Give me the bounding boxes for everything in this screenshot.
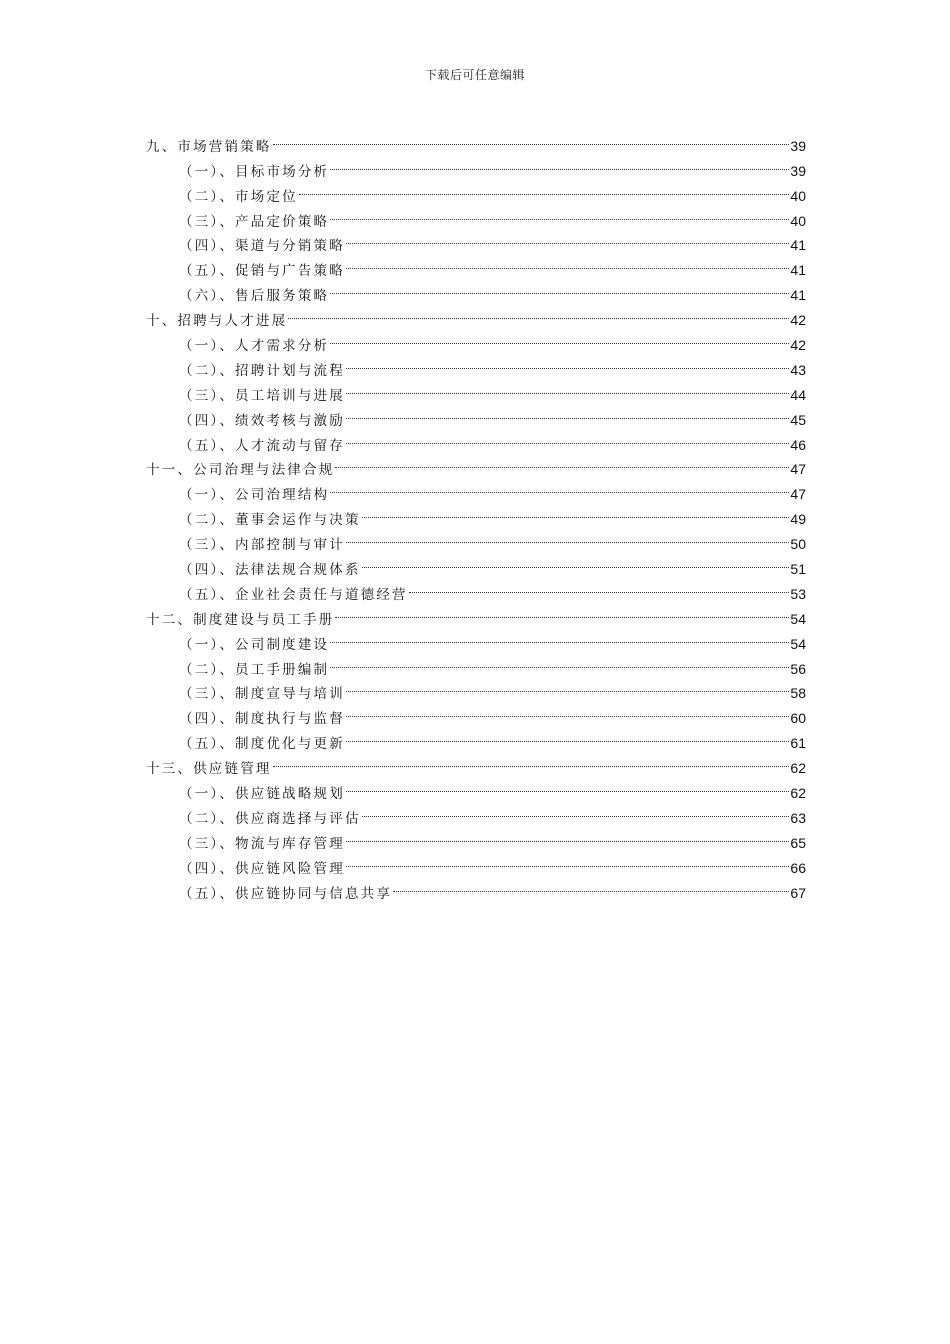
toc-dot-leader bbox=[346, 674, 789, 699]
toc-entry-title: （五）、供应链协同与信息共享 bbox=[179, 885, 393, 902]
toc-dot-leader bbox=[362, 798, 790, 823]
toc-page-number: 47 bbox=[790, 461, 806, 478]
toc-dot-leader bbox=[299, 176, 790, 201]
toc-page-number: 41 bbox=[790, 237, 806, 254]
toc-entry-title: 十二、制度建设与员工手册 bbox=[146, 611, 335, 628]
toc-page-number: 42 bbox=[790, 337, 806, 354]
toc-entry-title: （四）、供应链风险管理 bbox=[179, 860, 345, 877]
toc-dot-leader bbox=[273, 748, 790, 773]
toc-dot-leader bbox=[346, 350, 789, 375]
toc-dot-leader bbox=[273, 126, 790, 151]
toc-dot-leader bbox=[288, 300, 789, 325]
toc-dot-leader bbox=[330, 649, 789, 674]
toc-entry-title: （六）、售后服务策略 bbox=[179, 288, 330, 305]
toc-entry-title: （一）、公司制度建设 bbox=[179, 636, 330, 653]
toc-page-number: 65 bbox=[790, 834, 806, 851]
toc-entry-title: （五）、企业社会责任与道德经营 bbox=[179, 586, 408, 603]
toc-entry-title: （五）、制度优化与更新 bbox=[179, 736, 345, 753]
toc-entry-title: （五）、人才流动与留存 bbox=[179, 437, 345, 454]
toc-dot-leader bbox=[346, 698, 789, 723]
toc-page-number: 63 bbox=[790, 809, 806, 826]
toc-page-number: 62 bbox=[790, 785, 806, 802]
toc-entry-title: （四）、法律法规合规体系 bbox=[179, 562, 361, 579]
page-header: 下载后可任意编辑 bbox=[424, 68, 525, 82]
toc-entry-title: （三）、内部控制与审计 bbox=[179, 537, 345, 554]
toc-dot-leader bbox=[330, 474, 789, 499]
toc-page-number: 53 bbox=[790, 585, 806, 602]
toc-dot-leader bbox=[330, 624, 789, 649]
toc-entry-title: （一）、供应链战略规划 bbox=[179, 786, 345, 803]
toc-dot-leader bbox=[346, 823, 789, 848]
toc-dot-leader bbox=[393, 873, 789, 898]
toc-page-number: 67 bbox=[790, 884, 806, 901]
toc-page-number: 54 bbox=[790, 635, 806, 652]
toc-dot-leader bbox=[362, 549, 790, 574]
toc-dot-leader bbox=[409, 574, 790, 599]
toc-dot-leader bbox=[346, 723, 789, 748]
toc-page-number: 62 bbox=[790, 760, 806, 777]
toc-entry-title: （二）、供应商选择与评估 bbox=[179, 810, 361, 827]
toc-page-number: 39 bbox=[790, 137, 806, 154]
toc-dot-leader bbox=[346, 773, 789, 798]
toc-entry-title: （三）、员工培训与进展 bbox=[179, 387, 345, 404]
toc-page-number: 40 bbox=[790, 212, 806, 229]
table-of-contents bbox=[146, 126, 806, 902]
toc-page-number: 42 bbox=[790, 312, 806, 329]
toc-page-number: 41 bbox=[790, 287, 806, 304]
toc-dot-leader bbox=[346, 425, 789, 450]
toc-dot-leader bbox=[330, 275, 789, 300]
toc-page-number: 49 bbox=[790, 511, 806, 528]
toc-page-number: 66 bbox=[790, 859, 806, 876]
toc-dot-leader bbox=[346, 524, 789, 549]
toc-dot-leader bbox=[330, 201, 789, 226]
toc-dot-leader bbox=[346, 250, 789, 275]
toc-entry-title: （二）、员工手册编制 bbox=[179, 661, 330, 678]
toc-dot-leader bbox=[346, 848, 789, 873]
toc-entry-title: （一）、公司治理结构 bbox=[179, 487, 330, 504]
toc-dot-leader bbox=[346, 226, 789, 251]
toc-page-number: 45 bbox=[790, 411, 806, 428]
toc-page-number: 39 bbox=[790, 162, 806, 179]
toc-entry-title: （三）、制度宣导与培训 bbox=[179, 686, 345, 703]
toc-entry-title: （三）、物流与库存管理 bbox=[179, 835, 345, 852]
toc-entry-title: （二）、招聘计划与流程 bbox=[179, 362, 345, 379]
toc-dot-leader bbox=[330, 325, 789, 350]
toc-entry-title: 十、招聘与人才进展 bbox=[146, 313, 288, 330]
toc-dot-leader bbox=[335, 599, 789, 624]
toc-dot-leader bbox=[346, 375, 789, 400]
toc-page-number: 41 bbox=[790, 262, 806, 279]
toc-entry-title: （一）、目标市场分析 bbox=[179, 163, 330, 180]
toc-page-number: 47 bbox=[790, 486, 806, 503]
toc-page-number: 51 bbox=[790, 561, 806, 578]
toc-dot-leader bbox=[330, 151, 789, 176]
toc-entry-title: （二）、董事会运作与决策 bbox=[179, 512, 361, 529]
toc-page-number: 40 bbox=[790, 187, 806, 204]
toc-entry-title: （一）、人才需求分析 bbox=[179, 338, 330, 355]
toc-dot-leader bbox=[335, 450, 789, 475]
toc-dot-leader bbox=[362, 499, 790, 524]
toc-page-number: 50 bbox=[790, 536, 806, 553]
toc-entry-title: （四）、绩效考核与激励 bbox=[179, 412, 345, 429]
toc-page-number: 54 bbox=[790, 610, 806, 627]
toc-entry-title: （二）、市场定位 bbox=[179, 188, 298, 205]
toc-entry-title: 十一、公司治理与法律合规 bbox=[146, 462, 335, 479]
toc-entry-title: （三）、产品定价策略 bbox=[179, 213, 330, 230]
toc-page-number: 44 bbox=[790, 386, 806, 403]
toc-entry-title: （四）、制度执行与监督 bbox=[179, 711, 345, 728]
toc-entry-title: （五）、促销与广告策略 bbox=[179, 263, 345, 280]
toc-entry-title: 十三、供应链管理 bbox=[146, 761, 272, 778]
toc-page-number: 46 bbox=[790, 436, 806, 453]
toc-page-number: 61 bbox=[790, 735, 806, 752]
toc-chapter-entry[interactable] bbox=[146, 126, 806, 155]
toc-dot-leader bbox=[346, 400, 789, 425]
toc-entry-title: 九、市场营销策略 bbox=[146, 138, 272, 155]
toc-page-number: 60 bbox=[790, 710, 806, 727]
toc-page-number: 58 bbox=[790, 685, 806, 702]
toc-page-number: 43 bbox=[790, 361, 806, 378]
toc-entry-title: （四）、渠道与分销策略 bbox=[179, 238, 345, 255]
toc-page-number: 56 bbox=[790, 660, 806, 677]
